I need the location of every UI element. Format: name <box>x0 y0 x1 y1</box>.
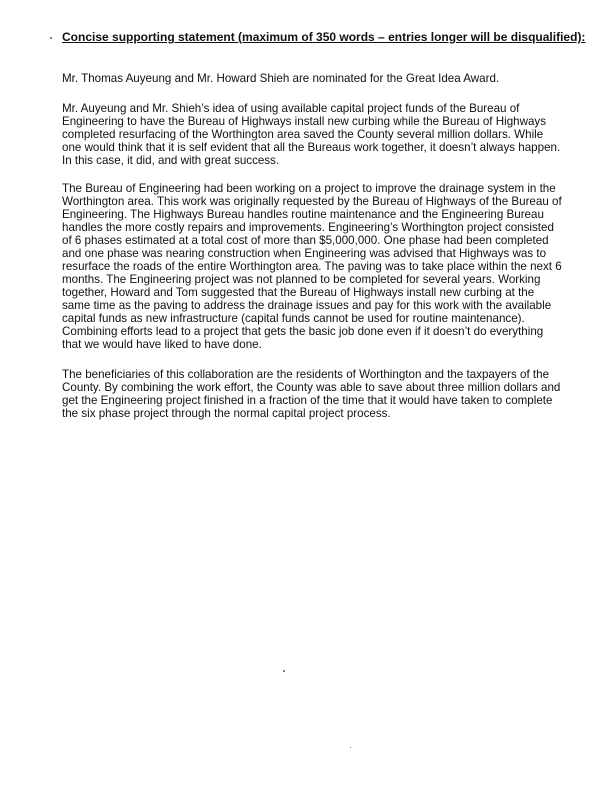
text-line: Combining efforts lead to a project that gets the basic job done even if it doesn’t do everything <box>62 325 544 338</box>
text-line: Engineering to have the Bureau of Highways install new curbing while the Bureau of Highways <box>62 115 546 128</box>
text-line: The beneficiaries of this collaboration are the residents of Worthington and the taxpayers of the <box>62 368 550 381</box>
text-line: same time as the paving to address the drainage issues and pay for this work with the available <box>62 299 552 312</box>
text-line: that we would have liked to have done. <box>62 338 262 351</box>
paragraph-nomination <box>62 72 582 85</box>
text-line: months. The Engineering project was not planned to be completed for several years. Working <box>62 273 541 286</box>
paragraph-background <box>62 182 582 351</box>
text-line: handles the more costly repairs and improvements. Engineering’s Worthington project consisted <box>62 221 554 234</box>
text-line: of 6 phases estimated at a total cost of more than $5,000,000. One phase had been completed <box>62 234 549 247</box>
text-line: Worthington area. This work was originally requested by the Bureau of Highways of the Bureau of <box>62 195 562 208</box>
text-line: Mr. Auyeung and Mr. Shieh’s idea of using available capital project funds of the Bureau of <box>62 102 520 115</box>
section-heading: Concise supporting statement (maximum of 350 words – entries longer will be disqualified): <box>62 30 586 44</box>
text-line: one would think that it is self evident that all the Bureaus work together, it doesn’t always happen. <box>62 141 561 154</box>
text-line: completed resurfacing of the Worthington area saved the County several million dollars. While <box>62 128 544 141</box>
text-line: capital funds as new infrastructure (capital funds cannot be used for routine maintenance). <box>62 312 525 325</box>
scan-speck <box>283 670 285 672</box>
text-line: The Bureau of Engineering had been working on a project to improve the drainage system in the <box>62 182 556 195</box>
paragraph-beneficiaries <box>62 368 582 420</box>
text-line: Engineering. The Highways Bureau handles routine maintenance and the Engineering Bureau <box>62 208 544 221</box>
text-line: get the Engineering project finished in a fraction of the time that it would have taken to complete <box>62 394 553 407</box>
paragraph-idea <box>62 102 582 167</box>
scan-speck <box>350 747 351 748</box>
text-line: resurface the roads of the entire Worthington area. The paving was to take place within the next 6 <box>62 260 562 273</box>
text-line: and one phase was nearing construction when Engineering was advised that Highways was to <box>62 247 547 260</box>
text-line: County. By combining the work effort, the County was able to save about three million dollars and <box>62 381 561 394</box>
text-line: Mr. Thomas Auyeung and Mr. Howard Shieh are nominated for the Great Idea Award. <box>62 72 500 85</box>
text-line: the six phase project through the normal capital project process. <box>62 407 391 420</box>
text-line: In this case, it did, and with great success. <box>62 154 280 167</box>
scan-speck <box>50 37 52 39</box>
text-line: together, Howard and Tom suggested that the Bureau of Highways install new curbing at the <box>62 286 535 299</box>
